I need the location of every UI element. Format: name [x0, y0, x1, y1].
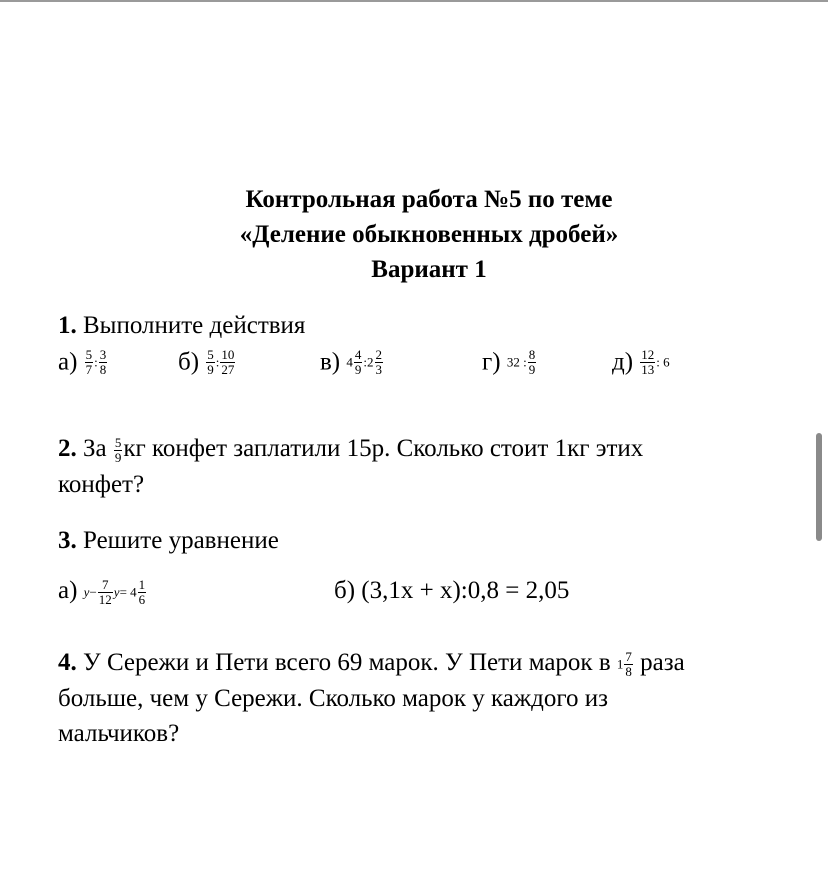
- operator: :: [215, 354, 220, 370]
- task-text: Решите уравнение: [83, 527, 279, 554]
- option-label: а): [58, 577, 78, 604]
- task-3-option-a: [58, 574, 147, 609]
- task-4-line-3: мальчиков?: [58, 720, 180, 747]
- fraction: $\frac{7}{8}$: [625, 648, 632, 679]
- task-1-option-b: [178, 344, 236, 379]
- option-label: г): [482, 348, 501, 376]
- title-line-2: «Деление обыкновенных дробей»: [239, 221, 619, 248]
- fraction: $\frac{7}{12}$: [98, 576, 112, 607]
- top-border: [0, 0, 828, 2]
- operand: : 6: [656, 354, 670, 370]
- fraction: $\frac{12}{13}$: [641, 346, 655, 377]
- task-number: 1.: [58, 312, 77, 339]
- task-2-line-1: [58, 432, 643, 466]
- task-number: 3.: [58, 527, 77, 554]
- whole-part: 1: [616, 656, 624, 672]
- task-1-option-d: [612, 344, 670, 379]
- variable: y: [83, 584, 90, 600]
- title-line-1: Контрольная работа №5 по теме: [245, 186, 613, 213]
- option-label: а): [58, 348, 78, 376]
- task-3-heading: [58, 524, 279, 558]
- operator: :: [363, 354, 368, 370]
- fraction: $\frac{4}{9}$: [354, 346, 362, 377]
- fraction: $\frac{1}{6}$: [138, 576, 146, 607]
- task-4-line-2: больше, чем у Сережи. Сколько марок у каждого из: [58, 685, 609, 712]
- operand: 32 :: [506, 354, 527, 370]
- task-2-line-2: конфет?: [58, 471, 145, 498]
- task-text: кг конфет заплатили 15р. Сколько стоит 1кг этих: [123, 435, 644, 462]
- task-1-option-v: [320, 344, 384, 379]
- operator: :: [94, 354, 98, 370]
- task-3-option-b: б) (3,1х + х):0,8 = 2,05: [334, 577, 570, 604]
- task-1-option-a: [58, 344, 108, 379]
- fraction: $\frac{2}{3}$: [375, 346, 383, 377]
- fraction: $\frac{10}{27}$: [221, 346, 235, 377]
- task-text: раза: [640, 649, 685, 676]
- task-number: 4.: [58, 649, 77, 676]
- fraction: $\frac{5}{9}$: [207, 346, 214, 377]
- option-label: б): [178, 348, 200, 376]
- fraction: $\frac{5}{7}$: [85, 346, 93, 377]
- task-text: У Сережи и Пети всего 69 марок. У Пети марок в: [83, 649, 611, 676]
- whole-part: 2: [367, 354, 374, 370]
- task-text: Выполните действия: [83, 312, 306, 339]
- scrollbar[interactable]: [816, 433, 822, 541]
- task-1-heading: [58, 309, 305, 343]
- whole-part: 4: [346, 354, 353, 370]
- operator: −: [89, 584, 97, 600]
- fraction: $\frac{5}{9}$: [114, 434, 122, 465]
- task-number: 2.: [58, 435, 77, 462]
- task-4-line-1: [58, 646, 685, 681]
- variable: y: [113, 584, 120, 600]
- title-variant: Вариант 1: [371, 256, 487, 283]
- option-label: д): [612, 348, 634, 376]
- fraction: $\frac{8}{9}$: [528, 346, 536, 377]
- task-text: За: [83, 435, 107, 462]
- task-1-option-g: [482, 344, 537, 379]
- option-label: в): [320, 348, 341, 376]
- fraction: $\frac{3}{8}$: [99, 346, 107, 377]
- operator: = 4: [119, 584, 137, 600]
